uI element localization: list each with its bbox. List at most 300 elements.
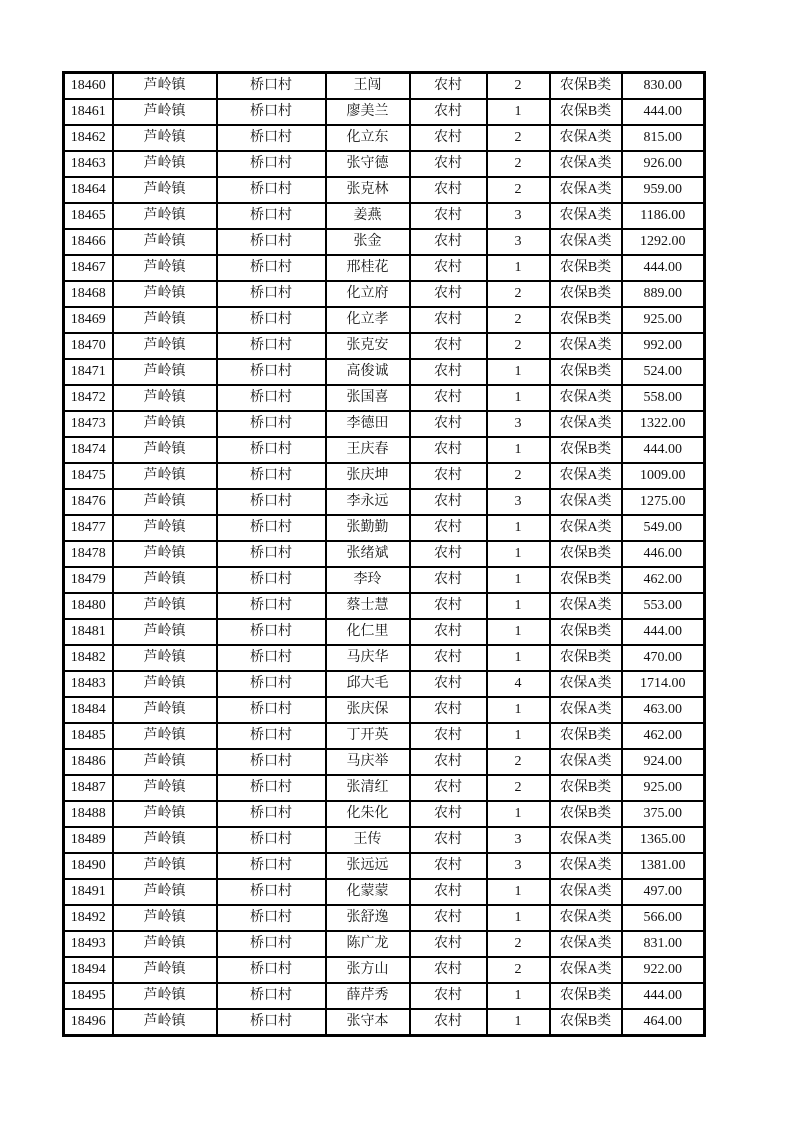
village-cell: 桥口村: [217, 983, 326, 1009]
table-row: [64, 957, 705, 983]
town-cell: 芦岭镇: [113, 931, 217, 957]
person-name-cell: 陈广龙: [326, 931, 410, 957]
amount-cell: 1322.00: [622, 411, 705, 437]
town-cell: 芦岭镇: [113, 671, 217, 697]
table-row: [64, 775, 705, 801]
person-name-cell: 丁开英: [326, 723, 410, 749]
insurance-category-cell: 农保A类: [550, 853, 622, 879]
town-cell: 芦岭镇: [113, 697, 217, 723]
village-cell: 桥口村: [217, 203, 326, 229]
person-name-cell: 化立孝: [326, 307, 410, 333]
household-count-cell: 1: [487, 983, 550, 1009]
village-cell: 桥口村: [217, 307, 326, 333]
person-name-cell: 化朱化: [326, 801, 410, 827]
person-name-cell: 张清红: [326, 775, 410, 801]
record-id-cell: 18469: [64, 307, 113, 333]
household-count-cell: 1: [487, 801, 550, 827]
table-row: [64, 229, 705, 255]
household-count-cell: 1: [487, 645, 550, 671]
insurance-category-cell: 农保B类: [550, 99, 622, 125]
household-count-cell: 1: [487, 541, 550, 567]
amount-cell: 462.00: [622, 567, 705, 593]
table-row: [64, 437, 705, 463]
town-cell: 芦岭镇: [113, 203, 217, 229]
insurance-category-cell: 农保A类: [550, 333, 622, 359]
village-cell: 桥口村: [217, 671, 326, 697]
person-name-cell: 姜燕: [326, 203, 410, 229]
town-cell: 芦岭镇: [113, 489, 217, 515]
amount-cell: 1381.00: [622, 853, 705, 879]
household-count-cell: 1: [487, 567, 550, 593]
amount-cell: 926.00: [622, 151, 705, 177]
household-count-cell: 3: [487, 827, 550, 853]
insurance-category-cell: 农保A类: [550, 593, 622, 619]
town-cell: 芦岭镇: [113, 879, 217, 905]
person-name-cell: 张绪斌: [326, 541, 410, 567]
table-row: [64, 411, 705, 437]
town-cell: 芦岭镇: [113, 411, 217, 437]
household-count-cell: 3: [487, 229, 550, 255]
residence-type-cell: 农村: [410, 671, 487, 697]
village-cell: 桥口村: [217, 385, 326, 411]
residence-type-cell: 农村: [410, 73, 487, 100]
record-id-cell: 18478: [64, 541, 113, 567]
record-id-cell: 18479: [64, 567, 113, 593]
town-cell: 芦岭镇: [113, 463, 217, 489]
household-count-cell: 3: [487, 853, 550, 879]
residence-type-cell: 农村: [410, 827, 487, 853]
village-cell: 桥口村: [217, 853, 326, 879]
record-id-cell: 18483: [64, 671, 113, 697]
insurance-category-cell: 农保A类: [550, 697, 622, 723]
household-count-cell: 2: [487, 307, 550, 333]
residence-type-cell: 农村: [410, 723, 487, 749]
amount-cell: 549.00: [622, 515, 705, 541]
amount-cell: 444.00: [622, 983, 705, 1009]
amount-cell: 815.00: [622, 125, 705, 151]
table-row: [64, 827, 705, 853]
town-cell: 芦岭镇: [113, 177, 217, 203]
household-count-cell: 1: [487, 593, 550, 619]
record-id-cell: 18470: [64, 333, 113, 359]
table-row: [64, 151, 705, 177]
town-cell: 芦岭镇: [113, 99, 217, 125]
residence-type-cell: 农村: [410, 1009, 487, 1036]
residence-type-cell: 农村: [410, 697, 487, 723]
residence-type-cell: 农村: [410, 255, 487, 281]
record-id-cell: 18493: [64, 931, 113, 957]
insurance-category-cell: 农保B类: [550, 541, 622, 567]
village-cell: 桥口村: [217, 99, 326, 125]
insurance-category-cell: 农保B类: [550, 567, 622, 593]
town-cell: 芦岭镇: [113, 775, 217, 801]
person-name-cell: 化仁里: [326, 619, 410, 645]
amount-cell: 497.00: [622, 879, 705, 905]
table-row: [64, 645, 705, 671]
residence-type-cell: 农村: [410, 619, 487, 645]
insurance-category-cell: 农保B类: [550, 723, 622, 749]
town-cell: 芦岭镇: [113, 73, 217, 100]
village-cell: 桥口村: [217, 333, 326, 359]
person-name-cell: 张远远: [326, 853, 410, 879]
residence-type-cell: 农村: [410, 203, 487, 229]
town-cell: 芦岭镇: [113, 307, 217, 333]
residence-type-cell: 农村: [410, 151, 487, 177]
town-cell: 芦岭镇: [113, 567, 217, 593]
person-name-cell: 李永远: [326, 489, 410, 515]
household-count-cell: 2: [487, 151, 550, 177]
residence-type-cell: 农村: [410, 905, 487, 931]
amount-cell: 444.00: [622, 255, 705, 281]
household-count-cell: 3: [487, 489, 550, 515]
village-cell: 桥口村: [217, 593, 326, 619]
town-cell: 芦岭镇: [113, 619, 217, 645]
table-row: [64, 593, 705, 619]
village-cell: 桥口村: [217, 957, 326, 983]
record-id-cell: 18481: [64, 619, 113, 645]
table-row: [64, 931, 705, 957]
village-cell: 桥口村: [217, 723, 326, 749]
town-cell: 芦岭镇: [113, 333, 217, 359]
table-row: [64, 359, 705, 385]
village-cell: 桥口村: [217, 905, 326, 931]
insurance-category-cell: 农保A类: [550, 463, 622, 489]
table-row: [64, 307, 705, 333]
record-id-cell: 18485: [64, 723, 113, 749]
person-name-cell: 邢桂花: [326, 255, 410, 281]
amount-cell: 1186.00: [622, 203, 705, 229]
table-row: [64, 515, 705, 541]
record-id-cell: 18463: [64, 151, 113, 177]
household-count-cell: 1: [487, 879, 550, 905]
village-cell: 桥口村: [217, 1009, 326, 1036]
insurance-category-cell: 农保A类: [550, 125, 622, 151]
household-count-cell: 2: [487, 931, 550, 957]
amount-cell: 375.00: [622, 801, 705, 827]
town-cell: 芦岭镇: [113, 151, 217, 177]
insurance-category-cell: 农保B类: [550, 281, 622, 307]
residence-type-cell: 农村: [410, 437, 487, 463]
insurance-category-cell: 农保B类: [550, 255, 622, 281]
person-name-cell: 张金: [326, 229, 410, 255]
table-row: [64, 671, 705, 697]
household-count-cell: 2: [487, 125, 550, 151]
residence-type-cell: 农村: [410, 333, 487, 359]
person-name-cell: 张克安: [326, 333, 410, 359]
village-cell: 桥口村: [217, 801, 326, 827]
village-cell: 桥口村: [217, 749, 326, 775]
household-count-cell: 2: [487, 749, 550, 775]
person-name-cell: 化立府: [326, 281, 410, 307]
insurance-category-cell: 农保A类: [550, 905, 622, 931]
village-cell: 桥口村: [217, 437, 326, 463]
amount-cell: 1292.00: [622, 229, 705, 255]
insurance-category-cell: 农保A类: [550, 931, 622, 957]
town-cell: 芦岭镇: [113, 827, 217, 853]
table-row: [64, 905, 705, 931]
person-name-cell: 薛芹秀: [326, 983, 410, 1009]
insurance-category-cell: 农保A类: [550, 151, 622, 177]
table-row: [64, 697, 705, 723]
record-id-cell: 18475: [64, 463, 113, 489]
town-cell: 芦岭镇: [113, 385, 217, 411]
table-row: [64, 723, 705, 749]
residence-type-cell: 农村: [410, 749, 487, 775]
household-count-cell: 2: [487, 281, 550, 307]
table-row: [64, 73, 705, 100]
amount-cell: 524.00: [622, 359, 705, 385]
household-count-cell: 1: [487, 359, 550, 385]
town-cell: 芦岭镇: [113, 593, 217, 619]
town-cell: 芦岭镇: [113, 255, 217, 281]
residence-type-cell: 农村: [410, 801, 487, 827]
table-row: [64, 125, 705, 151]
residence-type-cell: 农村: [410, 567, 487, 593]
table-row: [64, 489, 705, 515]
town-cell: 芦岭镇: [113, 359, 217, 385]
record-id-cell: 18464: [64, 177, 113, 203]
household-count-cell: 1: [487, 437, 550, 463]
amount-cell: 830.00: [622, 73, 705, 100]
person-name-cell: 高俊诚: [326, 359, 410, 385]
record-id-cell: 18466: [64, 229, 113, 255]
residence-type-cell: 农村: [410, 281, 487, 307]
insurance-category-cell: 农保A类: [550, 229, 622, 255]
town-cell: 芦岭镇: [113, 723, 217, 749]
record-id-cell: 18492: [64, 905, 113, 931]
town-cell: 芦岭镇: [113, 437, 217, 463]
residence-type-cell: 农村: [410, 775, 487, 801]
amount-cell: 444.00: [622, 99, 705, 125]
record-id-cell: 18476: [64, 489, 113, 515]
person-name-cell: 张勤勤: [326, 515, 410, 541]
table-row: [64, 801, 705, 827]
record-id-cell: 18494: [64, 957, 113, 983]
person-name-cell: 廖美兰: [326, 99, 410, 125]
person-name-cell: 张克林: [326, 177, 410, 203]
table-row: [64, 385, 705, 411]
village-cell: 桥口村: [217, 255, 326, 281]
town-cell: 芦岭镇: [113, 853, 217, 879]
insurance-category-cell: 农保B类: [550, 645, 622, 671]
household-count-cell: 1: [487, 619, 550, 645]
table-row: [64, 853, 705, 879]
town-cell: 芦岭镇: [113, 957, 217, 983]
residence-type-cell: 农村: [410, 489, 487, 515]
household-count-cell: 4: [487, 671, 550, 697]
residence-type-cell: 农村: [410, 853, 487, 879]
town-cell: 芦岭镇: [113, 1009, 217, 1036]
insurance-category-cell: 农保B类: [550, 359, 622, 385]
table-row: [64, 463, 705, 489]
village-cell: 桥口村: [217, 775, 326, 801]
record-id-cell: 18486: [64, 749, 113, 775]
person-name-cell: 张守德: [326, 151, 410, 177]
residence-type-cell: 农村: [410, 593, 487, 619]
table-row: [64, 619, 705, 645]
insurance-category-cell: 农保B类: [550, 619, 622, 645]
amount-cell: 1009.00: [622, 463, 705, 489]
village-cell: 桥口村: [217, 411, 326, 437]
residence-type-cell: 农村: [410, 359, 487, 385]
person-name-cell: 蔡士慧: [326, 593, 410, 619]
residence-type-cell: 农村: [410, 645, 487, 671]
record-id-cell: 18471: [64, 359, 113, 385]
insurance-category-cell: 农保A类: [550, 671, 622, 697]
household-count-cell: 2: [487, 333, 550, 359]
person-name-cell: 张守本: [326, 1009, 410, 1036]
amount-cell: 470.00: [622, 645, 705, 671]
insurance-category-cell: 农保A类: [550, 489, 622, 515]
amount-cell: 464.00: [622, 1009, 705, 1036]
household-count-cell: 1: [487, 255, 550, 281]
amount-cell: 1714.00: [622, 671, 705, 697]
amount-cell: 1365.00: [622, 827, 705, 853]
residence-type-cell: 农村: [410, 515, 487, 541]
insurance-category-cell: 农保A类: [550, 411, 622, 437]
village-cell: 桥口村: [217, 541, 326, 567]
record-id-cell: 18484: [64, 697, 113, 723]
record-id-cell: 18474: [64, 437, 113, 463]
residence-type-cell: 农村: [410, 177, 487, 203]
town-cell: 芦岭镇: [113, 801, 217, 827]
village-cell: 桥口村: [217, 567, 326, 593]
person-name-cell: 王闯: [326, 73, 410, 100]
town-cell: 芦岭镇: [113, 645, 217, 671]
residence-type-cell: 农村: [410, 931, 487, 957]
village-cell: 桥口村: [217, 697, 326, 723]
village-cell: 桥口村: [217, 645, 326, 671]
amount-cell: 924.00: [622, 749, 705, 775]
town-cell: 芦岭镇: [113, 905, 217, 931]
table-row: [64, 203, 705, 229]
amount-cell: 558.00: [622, 385, 705, 411]
insurance-category-cell: 农保B类: [550, 801, 622, 827]
insurance-category-cell: 农保A类: [550, 957, 622, 983]
residence-type-cell: 农村: [410, 229, 487, 255]
town-cell: 芦岭镇: [113, 281, 217, 307]
household-count-cell: 2: [487, 775, 550, 801]
person-name-cell: 王传: [326, 827, 410, 853]
table-row: [64, 333, 705, 359]
person-name-cell: 张庆保: [326, 697, 410, 723]
amount-cell: 566.00: [622, 905, 705, 931]
household-count-cell: 1: [487, 723, 550, 749]
table-row: [64, 567, 705, 593]
person-name-cell: 张舒逸: [326, 905, 410, 931]
records-table: [62, 71, 706, 1037]
town-cell: 芦岭镇: [113, 749, 217, 775]
village-cell: 桥口村: [217, 125, 326, 151]
village-cell: 桥口村: [217, 619, 326, 645]
household-count-cell: 1: [487, 385, 550, 411]
amount-cell: 1275.00: [622, 489, 705, 515]
insurance-category-cell: 农保A类: [550, 749, 622, 775]
record-id-cell: 18489: [64, 827, 113, 853]
residence-type-cell: 农村: [410, 957, 487, 983]
insurance-category-cell: 农保A类: [550, 879, 622, 905]
village-cell: 桥口村: [217, 359, 326, 385]
person-name-cell: 王庆春: [326, 437, 410, 463]
residence-type-cell: 农村: [410, 463, 487, 489]
amount-cell: 922.00: [622, 957, 705, 983]
person-name-cell: 邱大毛: [326, 671, 410, 697]
household-count-cell: 3: [487, 203, 550, 229]
household-count-cell: 2: [487, 463, 550, 489]
records-table-body: [64, 73, 705, 1036]
residence-type-cell: 农村: [410, 411, 487, 437]
record-id-cell: 18495: [64, 983, 113, 1009]
table-row: [64, 177, 705, 203]
household-count-cell: 1: [487, 697, 550, 723]
household-count-cell: 2: [487, 957, 550, 983]
person-name-cell: 马庆华: [326, 645, 410, 671]
person-name-cell: 马庆举: [326, 749, 410, 775]
town-cell: 芦岭镇: [113, 515, 217, 541]
record-id-cell: 18467: [64, 255, 113, 281]
amount-cell: 444.00: [622, 437, 705, 463]
insurance-category-cell: 农保B类: [550, 775, 622, 801]
person-name-cell: 化立东: [326, 125, 410, 151]
person-name-cell: 张庆坤: [326, 463, 410, 489]
household-count-cell: 2: [487, 73, 550, 100]
amount-cell: 925.00: [622, 307, 705, 333]
record-id-cell: 18468: [64, 281, 113, 307]
person-name-cell: 李玲: [326, 567, 410, 593]
insurance-category-cell: 农保A类: [550, 177, 622, 203]
record-id-cell: 18490: [64, 853, 113, 879]
insurance-category-cell: 农保B类: [550, 983, 622, 1009]
amount-cell: 463.00: [622, 697, 705, 723]
record-id-cell: 18491: [64, 879, 113, 905]
record-id-cell: 18461: [64, 99, 113, 125]
record-id-cell: 18465: [64, 203, 113, 229]
insurance-category-cell: 农保A类: [550, 385, 622, 411]
table-row: [64, 879, 705, 905]
amount-cell: 959.00: [622, 177, 705, 203]
record-id-cell: 18477: [64, 515, 113, 541]
residence-type-cell: 农村: [410, 983, 487, 1009]
amount-cell: 553.00: [622, 593, 705, 619]
record-id-cell: 18462: [64, 125, 113, 151]
record-id-cell: 18460: [64, 73, 113, 100]
person-name-cell: 张国喜: [326, 385, 410, 411]
village-cell: 桥口村: [217, 879, 326, 905]
village-cell: 桥口村: [217, 229, 326, 255]
household-count-cell: 1: [487, 905, 550, 931]
record-id-cell: 18473: [64, 411, 113, 437]
residence-type-cell: 农村: [410, 385, 487, 411]
household-count-cell: 1: [487, 1009, 550, 1036]
record-id-cell: 18487: [64, 775, 113, 801]
residence-type-cell: 农村: [410, 99, 487, 125]
insurance-category-cell: 农保A类: [550, 203, 622, 229]
record-id-cell: 18480: [64, 593, 113, 619]
town-cell: 芦岭镇: [113, 125, 217, 151]
person-name-cell: 化蒙蒙: [326, 879, 410, 905]
residence-type-cell: 农村: [410, 879, 487, 905]
amount-cell: 831.00: [622, 931, 705, 957]
table-row: [64, 255, 705, 281]
village-cell: 桥口村: [217, 73, 326, 100]
record-id-cell: 18488: [64, 801, 113, 827]
household-count-cell: 3: [487, 411, 550, 437]
amount-cell: 992.00: [622, 333, 705, 359]
village-cell: 桥口村: [217, 931, 326, 957]
town-cell: 芦岭镇: [113, 229, 217, 255]
village-cell: 桥口村: [217, 489, 326, 515]
town-cell: 芦岭镇: [113, 983, 217, 1009]
